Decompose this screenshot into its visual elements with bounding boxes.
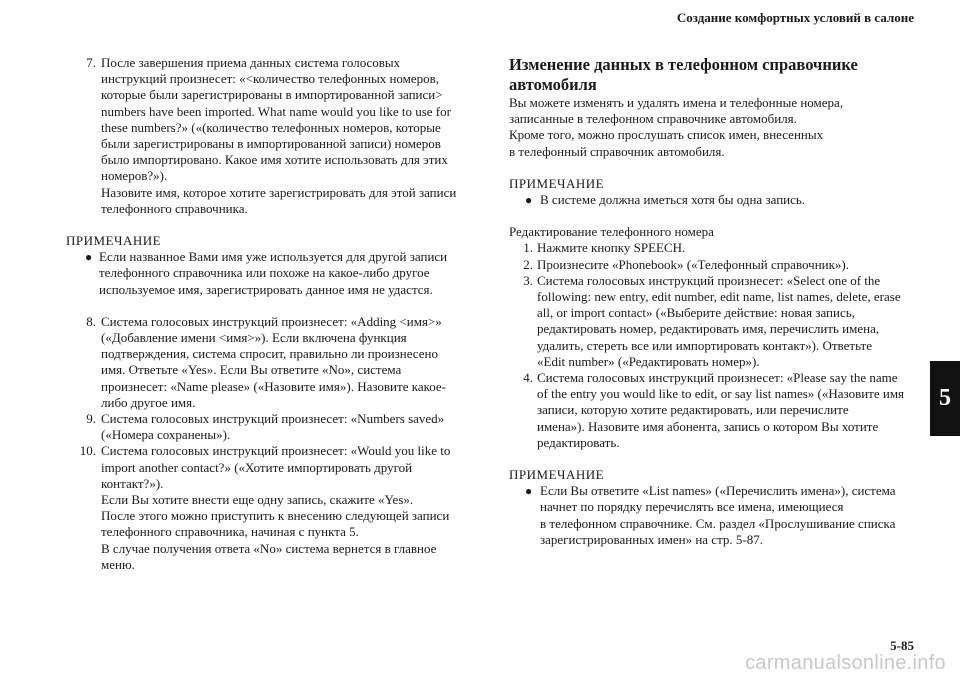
text-line: инструкций произнесет: «<количество телефонных номеров, — [101, 71, 440, 87]
note-bullet — [509, 192, 917, 208]
section-tab: 5 — [930, 361, 960, 436]
text-line: В случае получения ответа «No» система вернется в главное — [101, 540, 437, 556]
step-9 — [66, 411, 474, 443]
step-number: 8. — [86, 313, 96, 329]
text-line: («Номера сохранены»). — [101, 427, 231, 443]
text-line: либо другое имя. — [101, 394, 196, 410]
text-line: «Edit number» («Редактировать номер»). — [537, 353, 760, 369]
step-number: 1. — [523, 240, 533, 256]
bullet-icon: ● — [525, 484, 533, 499]
step-7 — [66, 55, 474, 217]
page-number: 5-85 — [890, 638, 914, 653]
text-line: Система голосовых инструкций произнесет: «Please say the name — [537, 370, 898, 386]
text-line: Система голосовых инструкций произнесет: «Adding <имя>» — [101, 313, 442, 329]
text-line: имена»). Назовите имя абонента, запись о котором Вы хотите — [537, 418, 879, 434]
watermark: carmanualsonline.info — [745, 652, 946, 674]
step-2 — [509, 257, 917, 273]
bullet-icon: ● — [85, 250, 93, 265]
intro-text — [509, 95, 917, 160]
text-line: телефонного справочника. — [101, 200, 248, 216]
note-bullet — [66, 249, 474, 298]
text-line: удалить, стереть все или импортировать контакт»). Ответьте — [537, 337, 872, 353]
text-line: Если Вы ответите «List names» («Перечислить имена»), система — [540, 483, 896, 499]
text-line: Кроме того, можно прослушать список имен, внесенных — [509, 127, 824, 143]
text-line: numbers have been imported. What name would you like to use for — [101, 103, 451, 119]
text-line: телефонного справочника или похоже на какое-либо другое — [99, 265, 430, 281]
note-title: ПРИМЕЧАНИЕ — [509, 467, 605, 483]
text-line: these numbers?» («(количество телефонных номеров, которые — [101, 119, 441, 135]
text-line: номеров?»). — [101, 168, 168, 184]
text-line: в телефонном справочнике. См. раздел «Прослушивание списка — [540, 515, 896, 531]
text-line: Система голосовых инструкций произнесет: «Numbers saved» — [101, 411, 445, 427]
step-number: 9. — [86, 411, 96, 427]
text-line: произнесет: «Name please» («Назовите имя»). Назовите какое- — [101, 378, 447, 394]
text-line: контакт?»). — [101, 475, 164, 491]
subheading: Редактирование телефонного номера — [509, 224, 714, 240]
text-line: Если названное Вами имя уже используется для другой записи — [99, 249, 448, 265]
step-number: 4. — [523, 370, 533, 386]
text-line: following: new entry, edit number, edit name, list names, delete, erase — [537, 289, 901, 305]
text-line: меню. — [101, 556, 135, 572]
text-line: редактировать номер, редактировать имя, перечислить имена, — [537, 321, 880, 337]
text-line: Нажмите кнопку SPEECH. — [537, 240, 686, 256]
text-line: all, or import contact» («Выберите действие: новая запись, — [537, 305, 855, 321]
step-3 — [509, 273, 917, 370]
text-line: редактировать. — [537, 434, 620, 450]
text-line: телефонного справочника, начиная с пункта 5. — [101, 524, 359, 540]
text-line: было импортировано. Какое имя хотите использовать для этих — [101, 152, 448, 168]
step-10 — [66, 443, 474, 573]
running-header: Создание комфортных условий в салоне — [676, 10, 914, 25]
step-number: 7. — [86, 55, 96, 70]
step-number: 2. — [523, 256, 533, 272]
text-line: Система голосовых инструкций произнесет: «Would you like to — [101, 443, 451, 459]
text-line: of the entry you would like to edit, or say list names» («Назовите имя — [537, 386, 905, 402]
text-line: начнет по порядку перечислять все имена, имеющиеся — [540, 499, 844, 515]
text-line: После завершения приема данных система голосовых — [101, 55, 401, 70]
text-line: которые были зарегистрированы в импортированной записи> — [101, 87, 443, 103]
text-line: Вы можете изменять и удалять имена и телефонные номера, — [509, 95, 844, 110]
text-line: («Добавление имени <имя>»). Если включена функция — [101, 330, 407, 346]
text-line: были зарегистрированы в импортированной записи) номеров — [101, 136, 441, 152]
text-line: имя. Ответьте «Yes». Если Вы ответите «No», система — [101, 362, 402, 378]
text-line: Если Вы хотите внести еще одну запись, скажите «Yes». — [101, 492, 414, 508]
text-line: В системе должна иметься хотя бы одна запись. — [540, 192, 806, 208]
step-4 — [509, 370, 917, 451]
text-line: Назовите имя, которое хотите зарегистрировать для этой записи — [101, 184, 457, 200]
note-title: ПРИМЕЧАНИЕ — [66, 233, 162, 249]
text-line: import another contact?» («Хотите импортировать другой — [101, 459, 413, 475]
text-line: Система голосовых инструкций произнесет: «Select one of the — [537, 272, 881, 288]
step-number: 3. — [523, 272, 533, 288]
step-1 — [509, 240, 917, 256]
step-8 — [66, 314, 474, 411]
note-bullet — [509, 483, 917, 548]
text-line: используемое имя, зарегистрировать данное имя не удастся. — [99, 281, 433, 297]
text-line: После этого можно приступить к внесению следующей записи — [101, 508, 450, 524]
text-line: Произнесите «Phonebook» («Телефонный справочник»). — [537, 256, 850, 272]
text-line: подтверждения, система спросит, правильно ли произнесено — [101, 346, 438, 362]
left-column — [66, 55, 474, 573]
text-line: в телефонный справочник автомобиля. — [509, 143, 725, 159]
text-line: записанные в телефонном справочнике автомобиля. — [509, 111, 797, 127]
note-title: ПРИМЕЧАНИЕ — [509, 175, 605, 191]
bullet-icon: ● — [525, 193, 533, 208]
section-title: Изменение данных в телефонном справочнике автомобиля — [509, 55, 858, 94]
text-line: записи, которую хотите редактировать, или перечислите — [537, 402, 849, 418]
right-column — [509, 55, 917, 548]
text-line: зарегистрированных имен» на стр. 5-87. — [540, 531, 763, 547]
step-number: 10. — [79, 443, 96, 459]
